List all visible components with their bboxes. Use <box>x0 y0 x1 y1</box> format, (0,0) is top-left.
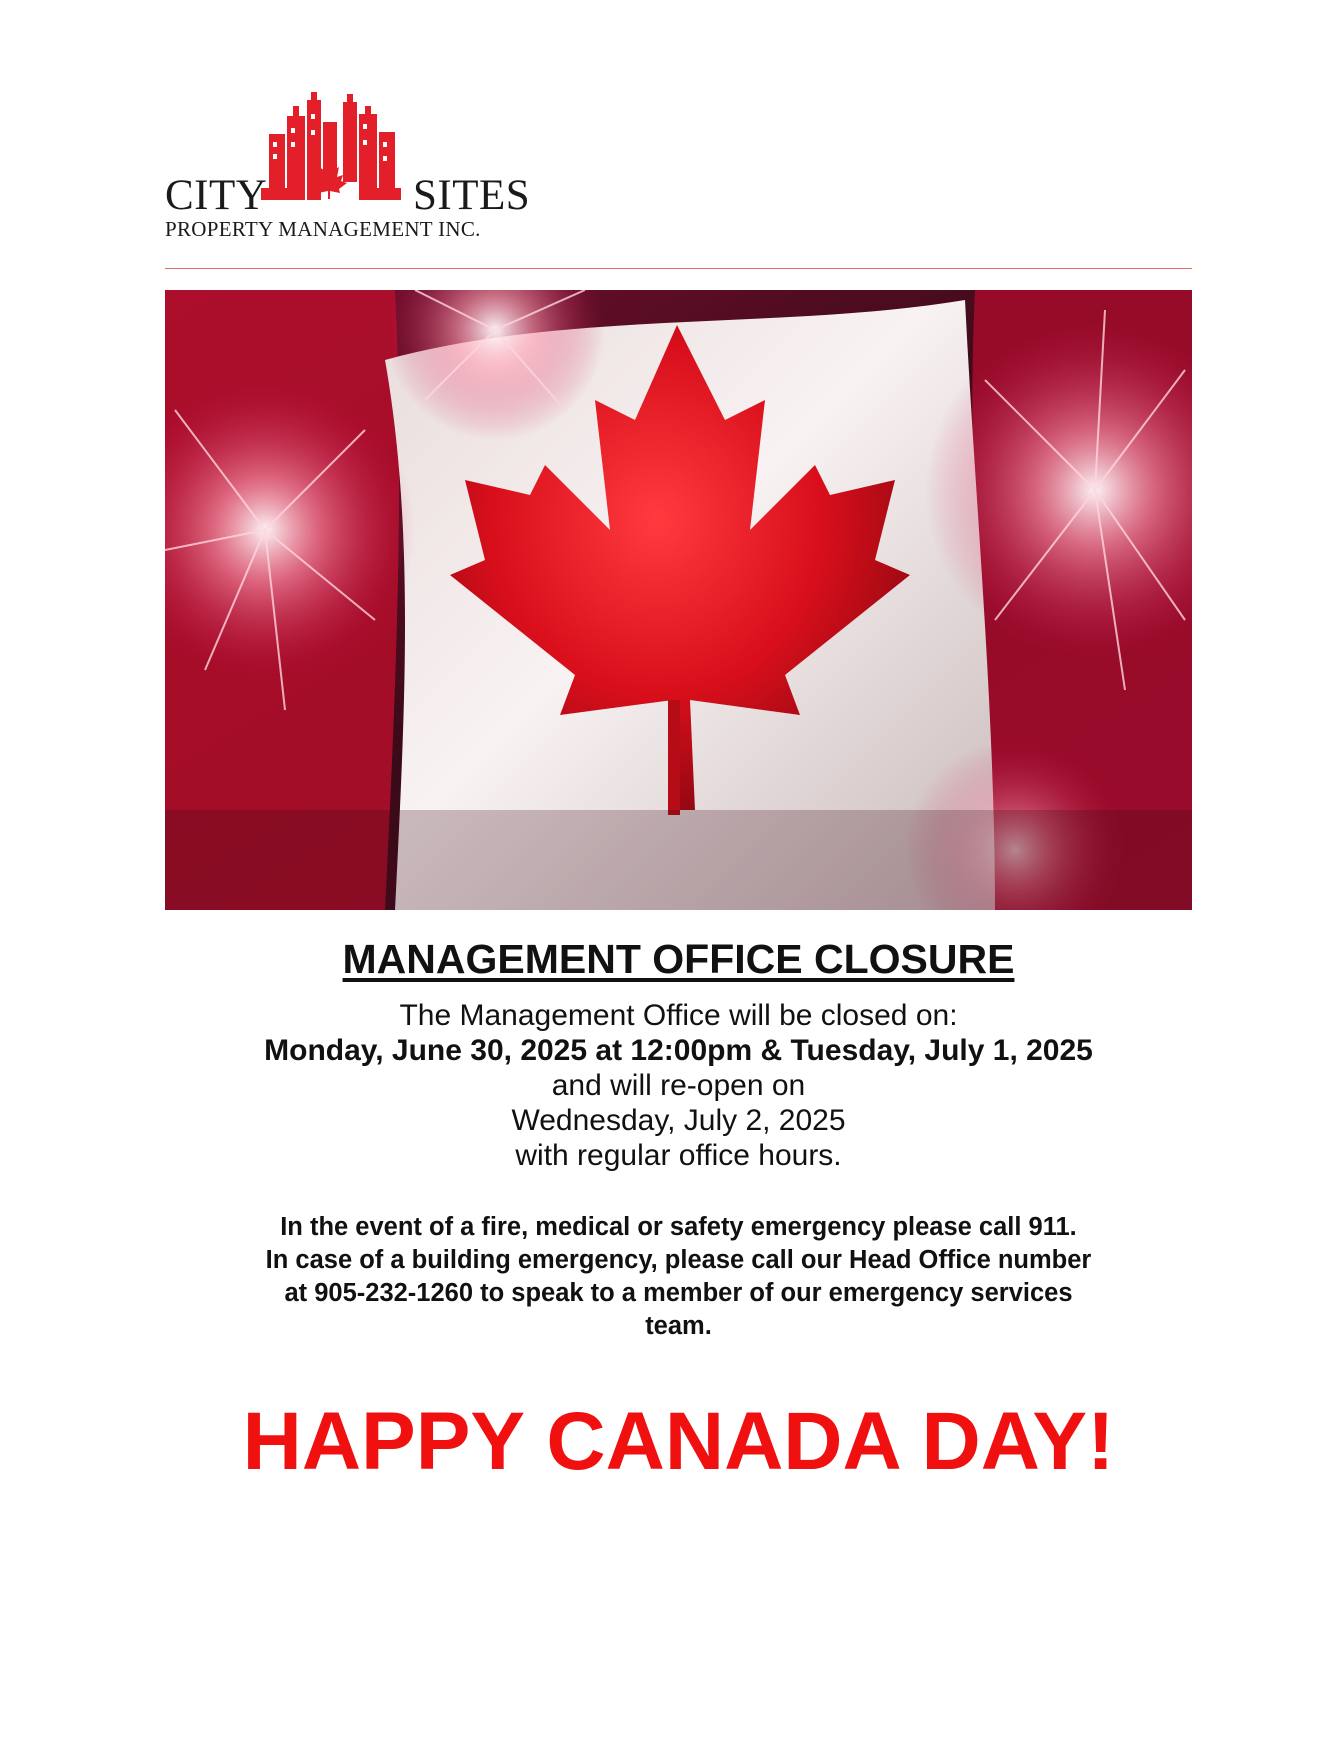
emergency-line-phone: at 905-232-1260 to speak to a member of our emergency services <box>284 1279 1073 1308</box>
company-logo <box>165 92 555 242</box>
page-title: MANAGEMENT OFFICE CLOSURE <box>342 936 1015 982</box>
header-divider <box>165 268 1192 269</box>
emergency-line-building: In case of a building emergency, please call our Head Office number <box>265 1246 1092 1275</box>
hero-image <box>165 290 1192 910</box>
closure-dates: Monday, June 30, 2025 at 12:00pm & Tuesday, July 1, 2025 <box>264 1034 1093 1068</box>
emergency-line-911: In the event of a fire, medical or safety emergency please call 911. <box>280 1213 1077 1242</box>
emergency-line-team: team. <box>645 1312 712 1341</box>
logo-brand-right: SITES <box>413 172 531 219</box>
closure-details <box>165 998 1192 1173</box>
closure-intro: The Management Office will be closed on: <box>399 999 958 1033</box>
greeting-banner: HAPPY CANADA DAY! <box>242 1396 1115 1488</box>
notice-content <box>165 935 1192 1488</box>
emergency-info <box>165 1211 1192 1343</box>
canada-flag-fireworks-icon <box>165 290 1192 910</box>
office-hours-note: with regular office hours. <box>515 1139 842 1173</box>
reopen-date: Wednesday, July 2, 2025 <box>511 1104 846 1138</box>
logo-brand-left: CITY <box>165 172 268 219</box>
reopen-intro: and will re-open on <box>551 1069 806 1103</box>
logo-subtitle: PROPERTY MANAGEMENT INC. <box>165 217 481 241</box>
